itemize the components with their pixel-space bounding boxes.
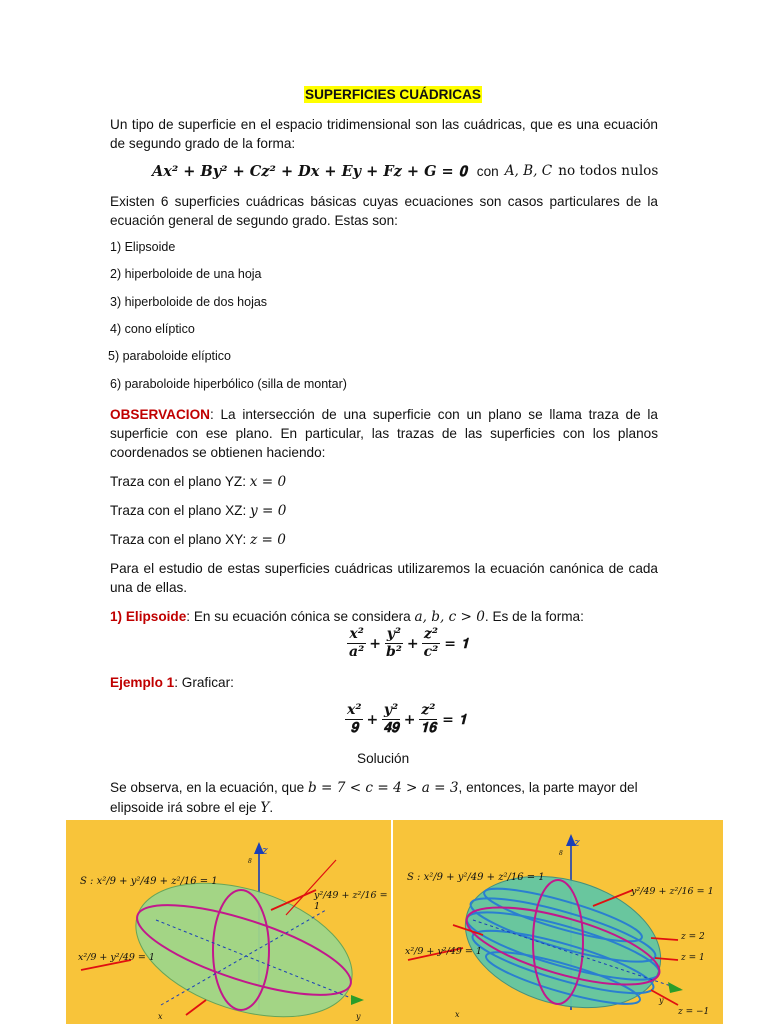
observe-post: , entonces, la parte mayor del <box>458 780 638 795</box>
equation-rhs: = 𝟏 <box>442 711 467 728</box>
general-equation-line <box>152 162 658 181</box>
example-line <box>110 673 234 692</box>
section-ellipsoid-text: : En su ecuación cónica se considera <box>186 609 411 624</box>
section-ellipsoid-tail: . Es de la forma: <box>484 609 584 624</box>
observe-line-2 <box>110 798 658 818</box>
plane-label: z = 1 <box>681 953 705 963</box>
numerator: 𝒛² <box>421 702 436 718</box>
general-condition-tail: no todos nulos <box>558 163 659 179</box>
trace-xz <box>110 501 286 521</box>
fraction <box>381 702 401 737</box>
trace-equation: 𝑦 = 0 <box>250 503 287 519</box>
list-item: 5) paraboloide elíptico <box>108 349 231 363</box>
trace-yz <box>110 472 286 492</box>
observe-end: . <box>269 800 274 815</box>
fraction <box>347 626 366 661</box>
observe-math: 𝑏 = 7 < 𝑐 = 4 > 𝑎 = 3 <box>308 780 459 796</box>
list-item: 2) hiperboloide de una hoja <box>110 267 262 281</box>
z-axis-label: z <box>262 844 268 857</box>
x-axis-label: x <box>158 1012 163 1021</box>
observe-axis: 𝑌 <box>260 800 270 816</box>
x-axis-label: x <box>455 1010 460 1019</box>
observe-line2-pre: elipsoide irá sobre el eje <box>110 800 257 815</box>
general-condition-vars: 𝐴, 𝐵, 𝐶 <box>504 163 553 179</box>
z-axis-label: z <box>574 836 580 849</box>
plane-label: z = 2 <box>681 932 705 942</box>
numerator: 𝒚² <box>383 702 399 718</box>
denominator: 𝟗 <box>350 720 359 736</box>
list-item: 6) paraboloide hiperbólico (silla de montar) <box>110 377 347 391</box>
section-ellipsoid-line <box>110 607 584 627</box>
y-axis-label: y <box>356 1012 361 1021</box>
plane-arrow <box>651 990 678 1005</box>
surface-label <box>407 872 545 883</box>
numerator: 𝒛² <box>423 626 438 642</box>
surface-label-text: S : <box>407 872 421 883</box>
axis-arrow <box>186 1000 206 1015</box>
z-tick-label: 8 <box>248 858 252 865</box>
fraction <box>422 626 441 661</box>
plane-label: z = −1 <box>678 1007 710 1017</box>
numerator: 𝒚² <box>386 626 402 642</box>
y-axis-arrowhead <box>351 995 364 1005</box>
ellipsoid-plot <box>66 820 391 1024</box>
paragraph-canonical: Para el estudio de estas superficies cuádricas utilizaremos la ecuación canónica de cada una de ellas. <box>110 561 658 595</box>
observation-text: : La intersección de una superficie con un plano se llama traza de la superficie con ese plano. En particular, las trazas de las superficies con los planos coordenados se obtienen haciendo: <box>110 407 658 460</box>
canonical-equation: $\frac{\text{𝒙²}}{\text{𝒂²}}$ + $\frac{\text{𝒚²}}{\text{𝒃²}}$ + $\frac{\text{𝒛²}}{\text{𝒄²}}$ = 𝟏 <box>349 626 469 660</box>
surface-label-text: S : <box>80 876 94 887</box>
section-ellipsoid-label: 1) Elipsoide <box>110 609 187 624</box>
ellipsoid-figure-left <box>66 820 391 1024</box>
ellipsoid-plot-traces <box>393 820 723 1024</box>
fraction <box>345 702 363 737</box>
trace-equation: 𝑧 = 0 <box>250 532 286 548</box>
z-tick-label: 8 <box>559 850 563 857</box>
fraction <box>419 702 439 737</box>
paragraph-surfaces: Existen 6 superficies cuádricas básicas cuyas ecuaciones son casos particulares de la ecuación general de segundo grado. Estas son: <box>110 194 658 228</box>
y-axis-arrowhead <box>668 982 683 993</box>
list-item: 3) hiperboloide de dos hojas <box>110 295 268 309</box>
general-condition-con: con <box>476 164 499 179</box>
page-title: SUPERFICIES CUÁDRICAS <box>305 87 481 102</box>
solution-label: Solución <box>357 751 410 766</box>
y-axis-label: y <box>659 996 664 1005</box>
ellipsoid-figure-right <box>393 820 723 1024</box>
intro-paragraph: Un tipo de superficie en el espacio tridimensional son las cuádricas, que es una ecuación de segundo grado de la forma: <box>110 117 658 151</box>
trace-yz-label: y²/49 + z²/16 = 1 <box>631 886 714 897</box>
denominator: 𝒂² <box>349 644 365 660</box>
denominator: 𝒃² <box>385 644 402 660</box>
surface-equation: x²/9 + y²/49 + z²/16 = 1 <box>423 872 545 883</box>
surface-label <box>80 876 218 887</box>
observe-paragraph <box>110 778 658 818</box>
denominator: 𝟏𝟔 <box>420 720 437 736</box>
example-text: : Graficar: <box>174 675 234 690</box>
example-equation: $\frac{\text{𝒙²}}{𝟗}$ + $\frac{\text{𝒚²}}{𝟒𝟗}$ + $\frac{\text{𝒛²}}{𝟏𝟔}$ = 𝟏 <box>347 702 467 736</box>
observe-line-1 <box>110 778 658 798</box>
trace-equation: 𝑥 = 0 <box>249 474 287 490</box>
observation-label: OBSERVACION <box>110 407 210 422</box>
list-item: 4) cono elíptico <box>110 322 195 336</box>
section-ellipsoid-condition: 𝑎, 𝑏, 𝑐 > 0 <box>414 609 485 625</box>
example-label: Ejemplo 1 <box>110 675 175 690</box>
observation-paragraph <box>110 405 658 462</box>
trace-label: Traza con el plano XY: <box>110 532 247 547</box>
denominator: 𝒄² <box>423 644 439 660</box>
surface-equation: x²/9 + y²/49 + z²/16 = 1 <box>96 876 218 887</box>
trace-label: Traza con el plano YZ: <box>110 474 247 489</box>
trace-label: Traza con el plano XZ: <box>110 503 247 518</box>
numerator: 𝒙² <box>347 702 362 718</box>
equation-rhs: = 𝟏 <box>444 635 469 652</box>
trace-yz-label: y²/49 + z²/16 = 1 <box>314 890 388 912</box>
list-item: 1) Elipsoide <box>110 240 176 254</box>
general-equation: 𝑨𝒙² + 𝑩𝒚² + 𝑪𝒛² + 𝑫𝒙 + 𝑬𝒚 + 𝑭𝒛 + 𝑮 = 𝟎 <box>152 163 467 180</box>
trace-xy <box>110 530 286 550</box>
numerator: 𝒙² <box>349 626 364 642</box>
observe-pre: Se observa, en la ecuación, que <box>110 780 305 795</box>
trace-xy-label: x²/9 + y²/49 = 1 <box>405 946 482 957</box>
fraction <box>384 626 404 661</box>
denominator: 𝟒𝟗 <box>383 720 399 736</box>
trace-xy-label: x²/9 + y²/49 = 1 <box>78 952 155 963</box>
